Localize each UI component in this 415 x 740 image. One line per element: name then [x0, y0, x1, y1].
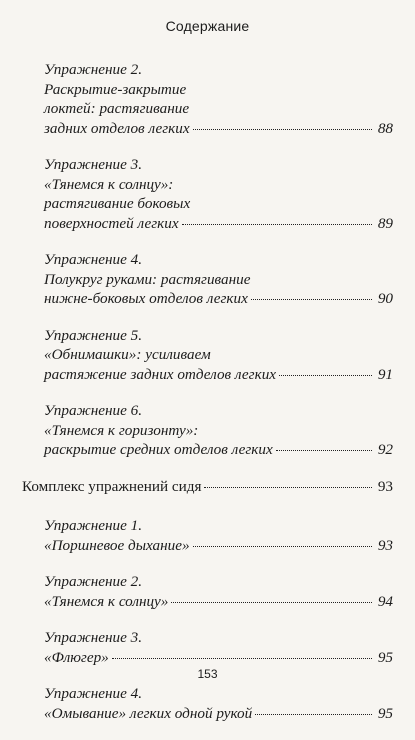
toc-page-number: 92 — [377, 441, 393, 458]
dot-leader — [279, 375, 372, 376]
toc-page-number: 88 — [377, 119, 393, 137]
toc-entry-leader-row — [44, 365, 393, 385]
toc-exercise-entry — [44, 628, 393, 667]
toc-entry-leader-row — [44, 592, 393, 612]
toc-entry-leader-row — [44, 648, 393, 668]
toc-entry-line: задних отделов легких — [44, 119, 190, 137]
toc-section-entry — [22, 477, 393, 497]
toc-exercise-entry — [44, 326, 393, 385]
toc-entry-line: Упражнение 6. — [44, 402, 143, 419]
toc-exercise-entry — [44, 572, 393, 611]
table-of-contents — [22, 60, 393, 740]
toc-entry-line: Упражнение 3. — [44, 629, 143, 646]
toc-entry-line: Полукруг руками: растягивание — [44, 270, 251, 288]
toc-page-number: 94 — [377, 592, 393, 610]
toc-exercise-entry — [44, 155, 393, 233]
toc-page-number: 90 — [377, 290, 393, 307]
toc-entry-line: Упражнение 4. — [44, 685, 143, 702]
toc-entry-line: растягивание боковых — [44, 195, 191, 212]
toc-exercise-entry — [44, 516, 393, 555]
toc-entry-line: «Обнимашки»: усиливаем — [44, 346, 211, 363]
dot-leader — [182, 224, 372, 225]
page-number: 153 — [197, 667, 218, 681]
dot-leader — [193, 129, 372, 130]
toc-page-number: 89 — [377, 214, 393, 232]
toc-entry-line: «Омывание» легких одной рукой — [44, 704, 253, 722]
toc-entry-leader-row — [44, 289, 393, 309]
toc-page-number: 93 — [377, 477, 393, 495]
dot-leader — [193, 546, 372, 547]
toc-entry-line: растяжение задних отделов легких — [44, 365, 277, 383]
toc-entry-line: Упражнение 2. — [44, 61, 143, 78]
toc-entry-leader-row — [22, 477, 393, 497]
toc-entry-line: «Тянемся к солнцу»: — [44, 175, 174, 193]
dot-leader — [112, 658, 372, 659]
toc-entry-line: «Поршневое дыхание» — [44, 536, 190, 554]
toc-entry-leader-row — [44, 119, 393, 139]
toc-exercise-entry — [44, 60, 393, 138]
dot-leader — [276, 450, 372, 451]
toc-entry-leader-row — [44, 536, 393, 556]
toc-entry-line: Упражнение 5. — [44, 326, 143, 344]
toc-entry-line: Упражнение 2. — [44, 573, 143, 590]
toc-exercise-entry — [44, 684, 393, 723]
toc-entry-leader-row — [44, 214, 393, 234]
toc-exercise-entry — [44, 401, 393, 460]
toc-entry-line: раскрытие средних отделов легких — [44, 441, 273, 458]
toc-page-number: 95 — [377, 704, 393, 722]
toc-entry-line: Раскрытие-закрытие — [44, 80, 187, 98]
toc-entry-line: Упражнение 3. — [44, 156, 143, 173]
dot-leader — [255, 714, 372, 715]
toc-page-number: 95 — [377, 648, 393, 666]
toc-entry-line: Комплекс упражнений сидя — [22, 477, 202, 495]
toc-entry-line: Упражнение 1. — [44, 517, 143, 534]
toc-entry-line: «Флюгер» — [44, 648, 109, 666]
toc-entry-line: локтей: растягивание — [44, 100, 190, 117]
toc-entry-line: поверхностей легких — [44, 214, 179, 232]
toc-entry-leader-row — [44, 440, 393, 460]
dot-leader — [204, 487, 372, 488]
dot-leader — [251, 299, 372, 300]
toc-page-number: 91 — [377, 365, 393, 383]
toc-exercise-entry — [44, 250, 393, 309]
toc-entry-line: «Тянемся к солнцу» — [44, 592, 169, 610]
running-header: Содержание — [165, 18, 250, 34]
toc-page-number: 93 — [377, 536, 393, 554]
toc-entry-line: нижне-боковых отделов легких — [44, 290, 248, 307]
toc-entry-line: Упражнение 4. — [44, 251, 143, 268]
toc-entry-line: «Тянемся к горизонту»: — [44, 421, 199, 439]
toc-entry-leader-row — [44, 704, 393, 724]
dot-leader — [171, 602, 372, 603]
